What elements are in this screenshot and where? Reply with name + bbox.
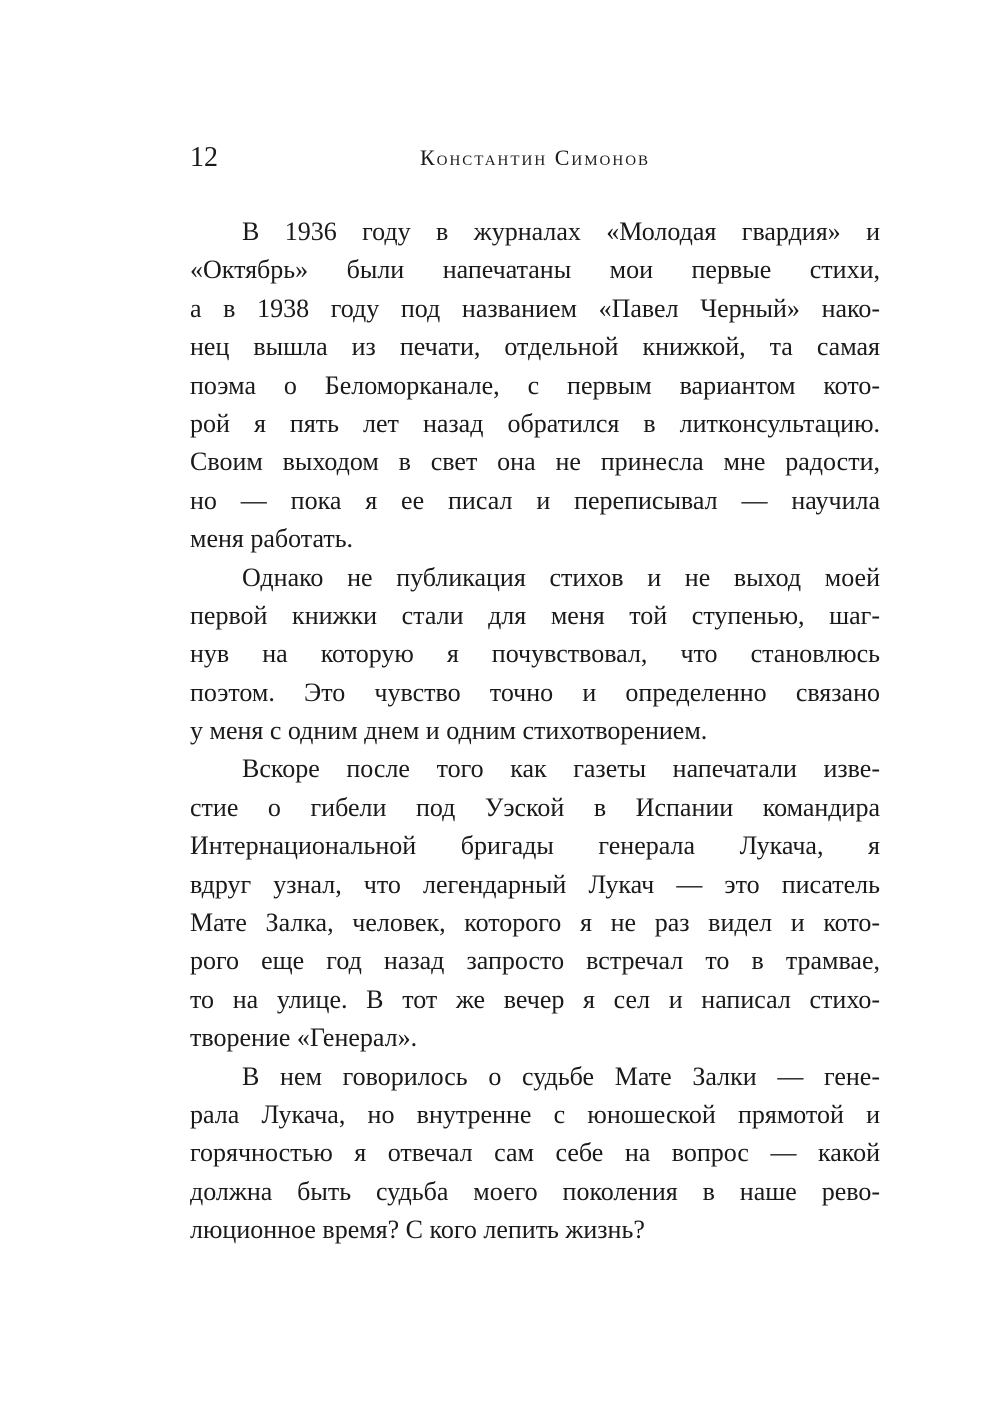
text-line: «Октябрь» были напечатаны мои первые стихи, (190, 255, 880, 285)
text-line: должна быть судьба моего поколения в наше рево- (190, 1176, 880, 1206)
text-line: первой книжки стали для меня той ступенью, шаг- (190, 600, 880, 630)
text-line: Мате Залка, человек, которого я не раз видел и кото- (190, 908, 880, 938)
text-line: у меня с одним днем и одним стихотворением. (190, 716, 708, 746)
text-line: рой я пять лет назад обратился в литконсультацию. (190, 408, 880, 438)
text-line: В нем говорилось о судьбе Мате Залки — гене- (242, 1061, 880, 1091)
text-line: поэма о Беломорканале, с первым вариантом кото- (190, 370, 880, 400)
text-line: горячностью я отвечал сам себе на вопрос — какой (190, 1138, 880, 1168)
page-header (190, 140, 880, 180)
paragraph-3 (190, 750, 880, 1057)
page-number: 12 (190, 142, 218, 173)
text-line: нув на которую я почувствовал, что становлюсь (190, 639, 880, 669)
text-line: нец вышла из печати, отдельной книжкой, та самая (190, 332, 880, 362)
paragraph-2 (190, 559, 880, 751)
text-line: Своим выходом в свет она не принесла мне радости, (190, 447, 880, 477)
text-line: а в 1938 году под названием «Павел Черный» нако- (190, 293, 880, 323)
text-line: стие о гибели под Уэской в Испании командира (190, 792, 880, 822)
body-text (190, 213, 880, 1250)
text-line: то на улице. В тот же вечер я сел и написал стихо- (190, 984, 880, 1014)
text-line: В 1936 году в журналах «Молодая гвардия» и (242, 217, 880, 246)
text-line: меня работать. (190, 524, 354, 554)
text-line: творение «Генерал». (190, 1023, 418, 1053)
paragraph-4 (190, 1058, 880, 1250)
text-line: люционное время? С кого лепить жизнь? (190, 1215, 645, 1245)
text-line: вдруг узнал, что легендарный Лукач — это писатель (190, 869, 880, 899)
running-head-author: Константин Симонов (419, 145, 651, 170)
paragraph-1 (190, 213, 880, 559)
text-line: Однако не публикация стихов и не выход моей (242, 562, 880, 592)
text-line: Интернациональной бригады генерала Лукача, я (190, 831, 880, 861)
text-line: рого еще год назад запросто встречал то в трамвае, (190, 946, 880, 976)
text-line: поэтом. Это чувство точно и определенно связано (190, 677, 880, 707)
text-line: Вскоре после того как газеты напечатали изве- (242, 754, 880, 784)
text-line: но — пока я ее писал и переписывал — научила (190, 485, 880, 515)
text-line: рала Лукача, но внутренне с юношеской прямотой и (190, 1099, 880, 1129)
